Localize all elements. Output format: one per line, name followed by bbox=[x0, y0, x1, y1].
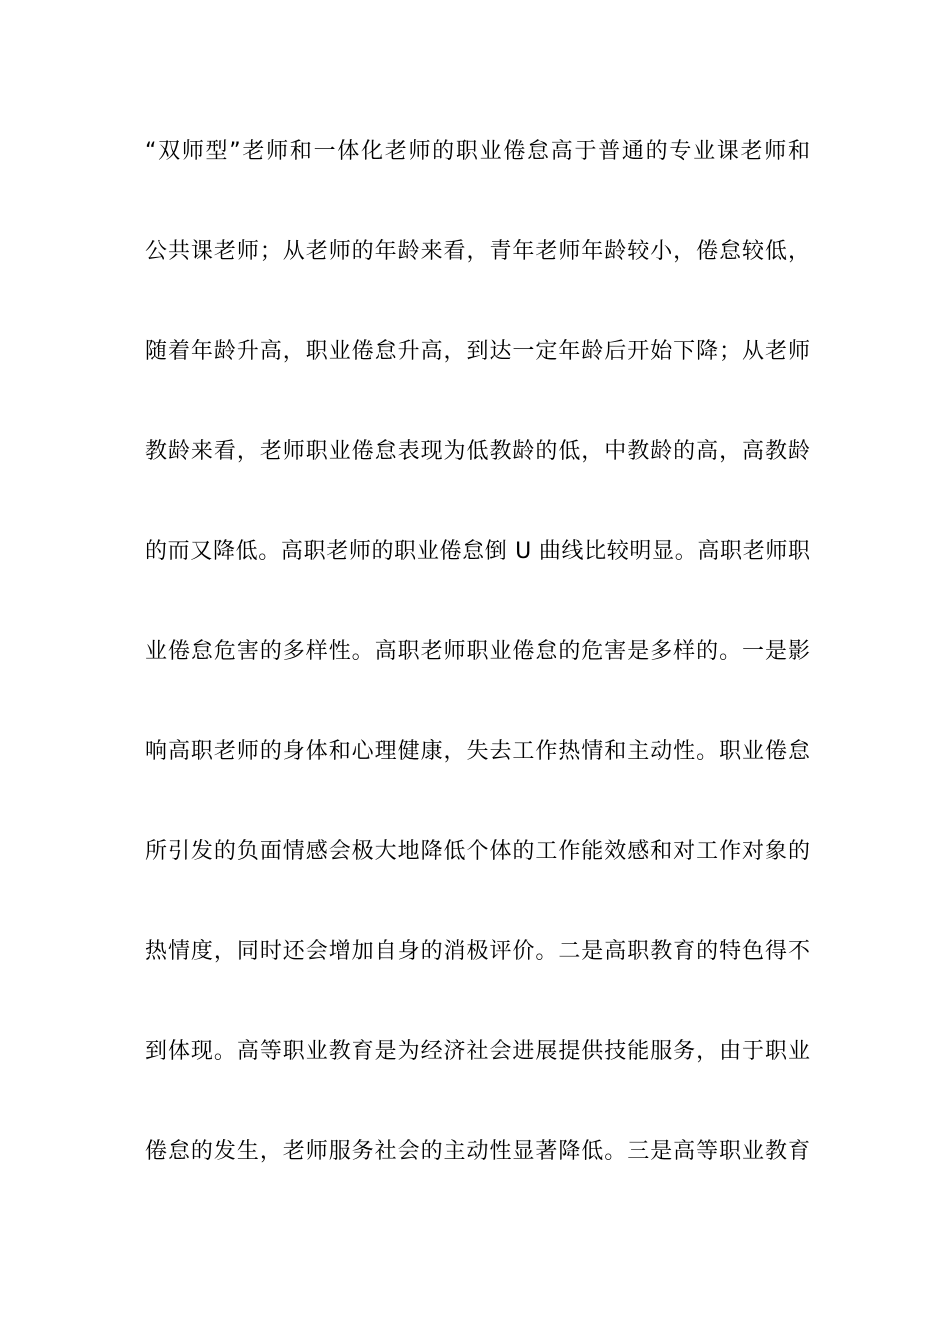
text-line-10: 到体现。高等职业教育是为经济社会进展提供技能服务，由于职业 bbox=[145, 1039, 810, 1064]
text-line-6: 业倦怠危害的多样性。高职老师职业倦怠的危害是多样的。一是影 bbox=[145, 639, 810, 664]
text-line-11: 倦怠的发生，老师服务社会的主动性显著降低。三是高等职业教育 bbox=[145, 1139, 810, 1164]
text-line-2: 公共课老师；从老师的年龄来看，青年老师年龄较小，倦怠较低， bbox=[145, 239, 810, 264]
text-line-1: “双师型”老师和一体化老师的职业倦怠高于普通的专业课老师和 bbox=[145, 139, 810, 164]
text-line-7: 响高职老师的身体和心理健康，失去工作热情和主动性。职业倦怠 bbox=[145, 739, 810, 764]
text-line-8: 所引发的负面情感会极大地降低个体的工作能效感和对工作对象的 bbox=[145, 839, 810, 864]
text-line-5: 的而又降低。高职老师的职业倦怠倒 U 曲线比较明显。高职老师职 bbox=[145, 539, 810, 564]
text-line-3: 随着年龄升高，职业倦怠升高，到达一定年龄后开始下降；从老师 bbox=[145, 339, 810, 364]
body-text bbox=[145, 132, 810, 1232]
text-line-4: 教龄来看，老师职业倦怠表现为低教龄的低，中教龄的高，高教龄 bbox=[145, 439, 810, 464]
text-line-9: 热情度，同时还会增加自身的消极评价。二是高职教育的特色得不 bbox=[145, 939, 810, 964]
